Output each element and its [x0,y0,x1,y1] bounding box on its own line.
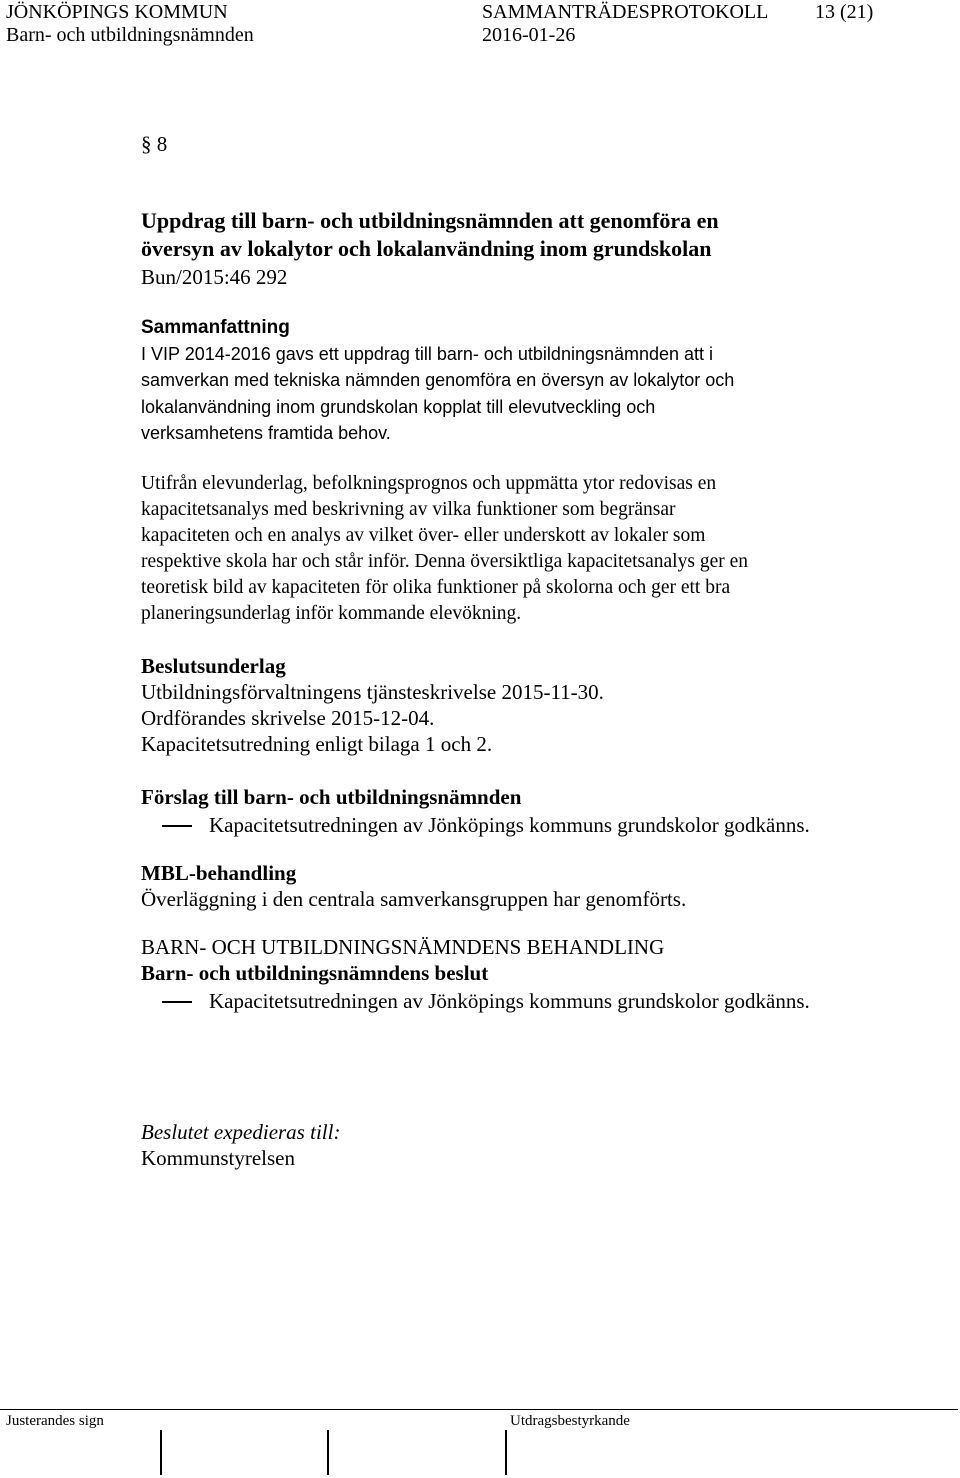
case-reference: Bun/2015:46 292 [141,265,288,289]
section-number: § 8 [141,132,168,156]
mbl-heading: MBL-behandling [141,861,297,885]
summary-paragraph-line: teoretisk bild av kapaciteten för olika funktioner på skolorna och ger ett bra [141,577,731,598]
header-committee: Barn- och utbildningsnämnden [6,24,254,46]
header-doc-type: SAMMANTRÄDESPROTOKOLL [482,1,769,23]
dash-bullet-icon [162,825,192,827]
summary-paragraph-line: planeringsunderlag inför kommande elevökning. [141,603,522,624]
summary-paragraph-line: kapacitetsanalys med beskrivning av vilka funktioner som begränsar [141,499,676,520]
section-title-line2: översyn av lokalytor och lokalanvändning inom grundskolan [141,236,712,261]
summary-line: lokalanvändning inom grundskolan kopplat till elevutveckling och [141,397,656,417]
basis-item: Ordförandes skrivelse 2015-12-04. [141,706,435,730]
header-date: 2016-01-26 [482,24,576,46]
summary-line: samverkan med tekniska nämnden genomföra en översyn av lokalytor och [141,370,735,390]
basis-item: Utbildningsförvaltningens tjänsteskrivelse 2015-11-30. [141,680,604,704]
footer-initials-label: Justerandes sign [6,1413,104,1429]
footer-divider [0,1409,958,1410]
handling-heading: BARN- OCH UTBILDNINGSNÄMNDENS BEHANDLING [141,935,665,959]
basis-item: Kapacitetsutredning enligt bilaga 1 och 2. [141,732,493,756]
summary-paragraph-line: kapaciteten och en analys av vilket över- eller underskott av lokaler som [141,525,706,546]
dispatch-label: Beslutet expedieras till: [141,1120,341,1144]
header-page-number: 13 (21) [815,1,874,23]
summary-paragraph-line: respektive skola har och står inför. Denna översiktliga kapacitetsanalys ger en [141,551,748,572]
signature-box-divider [160,1430,162,1475]
summary-line: I VIP 2014-2016 gavs ett uppdrag till barn- och utbildningsnämnden att i [141,344,714,364]
summary-line: verksamhetens framtida behov. [141,423,391,443]
dash-bullet-icon [162,1001,192,1003]
header-org: JÖNKÖPINGS KOMMUN [6,1,228,23]
proposal-item: Kapacitetsutredningen av Jönköpings kommuns grundskolor godkänns. [209,813,810,837]
summary-heading: Sammanfattning [141,317,290,338]
basis-heading: Beslutsunderlag [141,654,286,678]
summary-paragraph-line: Utifrån elevunderlag, befolkningsprognos och uppmätta ytor redovisas en [141,473,717,494]
decision-heading: Barn- och utbildningsnämndens beslut [141,961,489,985]
footer-certification-label: Utdragsbestyrkande [510,1413,630,1429]
dispatch-recipient: Kommunstyrelsen [141,1146,295,1170]
decision-item: Kapacitetsutredningen av Jönköpings kommuns grundskolor godkänns. [209,989,810,1013]
signature-box-divider [505,1430,507,1475]
section-title-line1: Uppdrag till barn- och utbildningsnämnden att genomföra en [141,208,719,233]
mbl-text: Överläggning i den centrala samverkansgruppen har genomförts. [141,887,687,911]
proposal-heading: Förslag till barn- och utbildningsnämnden [141,785,522,809]
signature-box-divider [327,1430,329,1475]
